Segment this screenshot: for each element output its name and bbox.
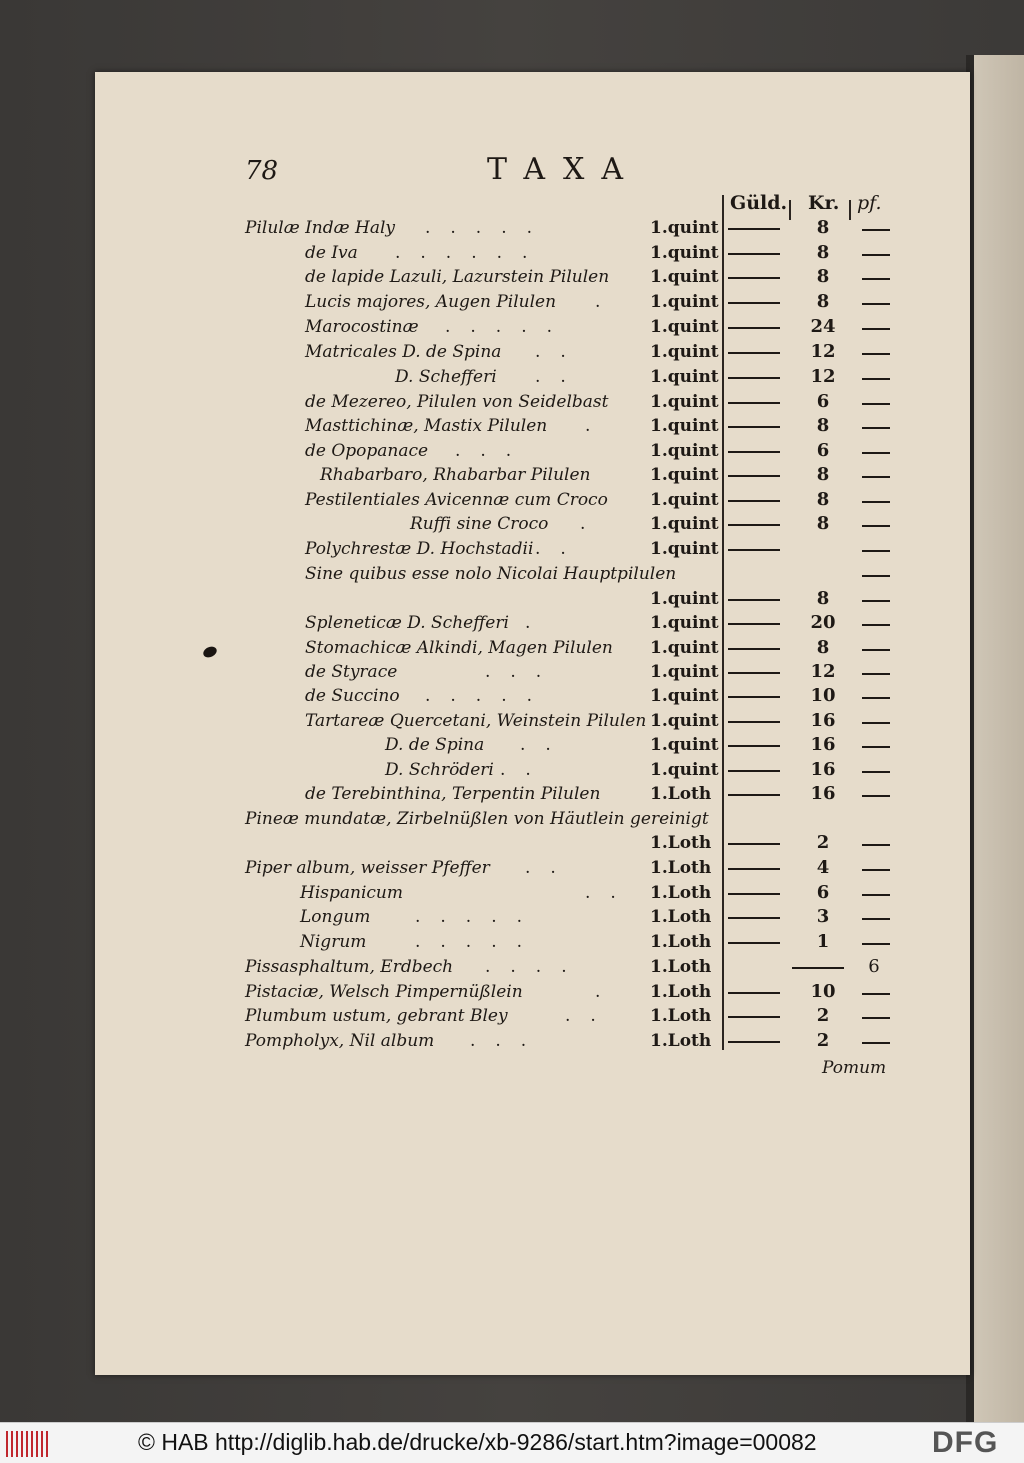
gulden-dash — [728, 451, 780, 453]
kreuzer-value: 6 — [816, 440, 830, 461]
drug-name: de Styrace — [305, 662, 398, 682]
leader-dots: ..... — [425, 686, 553, 706]
price-row — [245, 367, 895, 391]
drug-name: Pilulæ Indæ Haly — [245, 218, 396, 238]
leader-dots: ..... — [425, 218, 553, 238]
quantity-unit: 1.quint — [650, 465, 719, 485]
drug-name: Plumbum ustum, gebrant Bley — [245, 1006, 508, 1026]
pfennig-dash — [862, 894, 890, 896]
price-row — [245, 539, 895, 563]
drug-name: D. Schefferi — [395, 367, 497, 387]
gulden-dash — [728, 623, 780, 625]
hab-logo-icon — [6, 1431, 48, 1457]
price-row — [245, 858, 895, 882]
gulden-dash — [728, 648, 780, 650]
gulden-dash — [728, 696, 780, 698]
kreuzer-value: 8 — [816, 489, 830, 510]
page-number: 78 — [245, 156, 279, 186]
kreuzer-value: 3 — [816, 906, 830, 927]
gulden-dash — [728, 770, 780, 772]
gulden-dash — [728, 672, 780, 674]
leader-dots: ... — [470, 1031, 547, 1051]
price-row — [245, 317, 895, 341]
leader-dots: .. — [525, 858, 576, 878]
kreuzer-value: 8 — [816, 242, 830, 263]
gulden-dash — [728, 992, 780, 994]
quantity-unit: 1.quint — [650, 613, 719, 633]
column-divider — [849, 200, 851, 220]
gulden-dash — [728, 599, 780, 601]
quantity-unit: 1.Loth — [650, 883, 712, 903]
price-row — [245, 441, 895, 465]
pfennig-dash — [862, 550, 890, 552]
pfennig-dash — [862, 476, 890, 478]
pfennig-dash — [862, 771, 890, 773]
drug-name: Pestilentiales Avicennæ cum Croco — [305, 490, 608, 510]
price-row — [245, 342, 895, 366]
quantity-unit: 1.quint — [650, 735, 719, 755]
dfg-logo: DFG — [932, 1426, 999, 1459]
gulden-dash — [728, 549, 780, 551]
gulden-dash — [728, 253, 780, 255]
gulden-dash — [728, 942, 780, 944]
price-row — [245, 218, 895, 242]
drug-name: Marocostinæ — [305, 317, 419, 337]
price-row — [245, 809, 895, 833]
gulden-dash — [728, 277, 780, 279]
leader-dots: ..... — [415, 907, 543, 927]
pfennig-dash — [862, 697, 890, 699]
pfennig-dash — [862, 624, 890, 626]
quantity-unit: 1.quint — [650, 317, 719, 337]
price-row — [245, 514, 895, 538]
kreuzer-value: 8 — [816, 588, 830, 609]
copyright-link[interactable]: © HAB http://diglib.hab.de/drucke/xb-9286/start.htm?image=00082 — [138, 1429, 817, 1455]
quantity-unit: 1.quint — [650, 367, 719, 387]
pfennig-dash — [862, 378, 890, 380]
price-row — [245, 957, 895, 981]
drug-name: Matricales D. de Spina — [305, 342, 502, 362]
price-row — [245, 833, 895, 857]
pfennig-dash — [862, 229, 890, 231]
pfennig-dash — [862, 328, 890, 330]
price-row — [245, 686, 895, 710]
drug-name: Pissasphaltum, Erdbech — [245, 957, 454, 977]
leader-dots: ... — [485, 662, 562, 682]
pfennig-dash — [862, 993, 890, 995]
pfennig-dash — [862, 649, 890, 651]
leader-dots: .. — [520, 735, 571, 755]
quantity-unit: 1.Loth — [650, 932, 712, 952]
gulden-dash — [728, 377, 780, 379]
price-row — [245, 490, 895, 514]
drug-name: Sine quibus esse nolo Nicolai Hauptpilulen — [305, 564, 677, 584]
gulden-dash — [728, 843, 780, 845]
price-row — [245, 292, 895, 316]
kreuzer-value: 12 — [810, 341, 836, 362]
pfennig-dash — [862, 1042, 890, 1044]
pfennig-dash — [862, 844, 890, 846]
leader-dots: .. — [535, 342, 586, 362]
drug-name: de Succino — [305, 686, 400, 706]
leader-dots: ..... — [415, 932, 543, 952]
facing-page-edge — [974, 55, 1024, 1422]
quantity-unit: 1.quint — [650, 392, 719, 412]
kreuzer-value: 12 — [810, 661, 836, 682]
pfennig-dash — [862, 722, 890, 724]
quantity-unit: 1.quint — [650, 441, 719, 461]
pfennig-dash — [862, 501, 890, 503]
quantity-unit: 1.quint — [650, 662, 719, 682]
quantity-unit: 1.quint — [650, 416, 719, 436]
drug-name: Stomachicæ Alkindi, Magen Pilulen — [305, 638, 613, 658]
leader-dots: ... — [455, 441, 532, 461]
leader-dots: . — [585, 416, 611, 436]
quantity-unit: 1.Loth — [650, 858, 712, 878]
kreuzer-value: 8 — [816, 637, 830, 658]
kreuzer-value: 8 — [816, 464, 830, 485]
drug-name: Pompholyx, Nil album — [245, 1031, 435, 1051]
gulden-dash — [728, 426, 780, 428]
column-header-guld: Güld. — [730, 192, 788, 214]
drug-name: Pineæ mundatæ, Zirbelnüßlen von Häutlein gereinigt — [245, 809, 709, 829]
quantity-unit: 1.Loth — [650, 833, 712, 853]
price-row — [245, 784, 895, 808]
quantity-unit: 1.quint — [650, 342, 719, 362]
quantity-unit: 1.quint — [650, 243, 719, 263]
pfennig-dash — [862, 303, 890, 305]
pfennig-dash — [862, 869, 890, 871]
drug-name: Longum — [300, 907, 371, 927]
gulden-dash — [728, 893, 780, 895]
price-row — [245, 883, 895, 907]
pfennig-dash — [862, 278, 890, 280]
drug-name: Piper album, weisser Pfeffer — [245, 858, 490, 878]
kreuzer-value: 6 — [816, 882, 830, 903]
quantity-unit: 1.quint — [650, 514, 719, 534]
drug-name: Rhabarbaro, Rhabarbar Pilulen — [320, 465, 591, 485]
pfennig-value: 6 — [868, 956, 880, 977]
leader-dots: ..... — [445, 317, 573, 337]
leader-dots: .... — [485, 957, 587, 977]
kreuzer-value: 2 — [816, 1005, 830, 1026]
gulden-dash — [728, 794, 780, 796]
drug-name: Spleneticæ D. Schefferi — [305, 613, 509, 633]
price-row — [245, 638, 895, 662]
pfennig-dash — [862, 353, 890, 355]
price-row — [245, 662, 895, 686]
quantity-unit: 1.quint — [650, 686, 719, 706]
quantity-unit: 1.quint — [650, 711, 719, 731]
price-row — [245, 392, 895, 416]
quantity-unit: 1.quint — [650, 490, 719, 510]
kreuzer-value: 8 — [816, 266, 830, 287]
drug-name: de Iva — [305, 243, 358, 263]
page-title: TAXA — [487, 152, 641, 187]
kreuzer-value: 12 — [810, 366, 836, 387]
gulden-dash — [728, 352, 780, 354]
gulden-dash — [728, 327, 780, 329]
gulden-dash — [728, 302, 780, 304]
price-row — [245, 932, 895, 956]
quantity-unit: 1.quint — [650, 589, 719, 609]
drug-name: Masttichinæ, Mastix Pilulen — [305, 416, 548, 436]
drug-name: Tartareæ Quercetani, Weinstein Pilulen — [305, 711, 647, 731]
gulden-dash — [728, 228, 780, 230]
kreuzer-value: 8 — [816, 217, 830, 238]
kreuzer-value: 2 — [816, 832, 830, 853]
drug-name: Hispanicum — [300, 883, 403, 903]
pfennig-dash — [862, 918, 890, 920]
price-row — [245, 465, 895, 489]
column-header-pf: pf. — [857, 192, 882, 214]
gulden-dash — [728, 917, 780, 919]
price-row — [245, 1006, 895, 1030]
quantity-unit: 1.quint — [650, 218, 719, 238]
drug-name: Ruffi sine Croco — [410, 514, 549, 534]
gulden-dash — [728, 1016, 780, 1018]
price-row — [245, 760, 895, 784]
kreuzer-value: 4 — [816, 857, 830, 878]
quantity-unit: 1.Loth — [650, 1006, 712, 1026]
gulden-dash — [728, 1041, 780, 1043]
gulden-dash — [728, 868, 780, 870]
price-row — [245, 564, 895, 588]
price-row — [245, 1031, 895, 1055]
drug-name: Pistaciæ, Welsch Pimpernüßlein — [245, 982, 523, 1002]
price-row — [245, 243, 895, 267]
kreuzer-value: 8 — [816, 291, 830, 312]
pfennig-dash — [862, 452, 890, 454]
kreuzer-value: 16 — [810, 734, 836, 755]
pfennig-dash — [862, 525, 890, 527]
pfennig-dash — [862, 1017, 890, 1019]
pfennig-dash — [862, 673, 890, 675]
leader-dots: . — [525, 613, 551, 633]
kreuzer-value: 8 — [816, 513, 830, 534]
column-header-kr: Kr. — [808, 192, 840, 214]
leader-dots: .. — [500, 760, 551, 780]
kreuzer-value: 8 — [816, 415, 830, 436]
quantity-unit: 1.quint — [650, 760, 719, 780]
pfennig-dash — [862, 943, 890, 945]
gulden-dash — [728, 721, 780, 723]
price-row — [245, 735, 895, 759]
pfennig-dash — [862, 575, 890, 577]
price-row — [245, 613, 895, 637]
price-row — [245, 711, 895, 735]
quantity-unit: 1.Loth — [650, 907, 712, 927]
kreuzer-value: 1 — [816, 931, 830, 952]
kreuzer-value: 10 — [810, 685, 836, 706]
pfennig-dash — [862, 427, 890, 429]
pfennig-dash — [862, 403, 890, 405]
price-row — [245, 267, 895, 291]
gulden-dash — [728, 402, 780, 404]
pfennig-dash — [862, 746, 890, 748]
price-row — [245, 589, 895, 613]
leader-dots: . — [595, 982, 621, 1002]
price-row — [245, 416, 895, 440]
leader-dots: .. — [565, 1006, 616, 1026]
pfennig-dash — [862, 254, 890, 256]
kreuzer-dash — [792, 967, 844, 969]
column-divider — [789, 200, 791, 220]
gulden-dash — [728, 524, 780, 526]
drug-name: Lucis majores, Augen Pilulen — [305, 292, 557, 312]
kreuzer-value: 24 — [810, 316, 836, 337]
kreuzer-value: 16 — [810, 710, 836, 731]
drug-name: de Mezereo, Pilulen von Seidelbast — [305, 392, 609, 412]
leader-dots: ...... — [395, 243, 548, 263]
quantity-unit: 1.quint — [650, 267, 719, 287]
kreuzer-value: 2 — [816, 1030, 830, 1051]
footer-bar — [0, 1422, 1024, 1463]
drug-name: de Opopanace — [305, 441, 429, 461]
drug-name: Polychrestæ D. Hochstadii — [305, 539, 534, 559]
gulden-dash — [728, 475, 780, 477]
quantity-unit: 1.Loth — [650, 982, 712, 1002]
kreuzer-value: 16 — [810, 759, 836, 780]
quantity-unit: 1.Loth — [650, 957, 712, 977]
drug-name: D. Schröderi — [385, 760, 494, 780]
kreuzer-value: 10 — [810, 981, 836, 1002]
gulden-dash — [728, 745, 780, 747]
kreuzer-value: 20 — [810, 612, 836, 633]
price-row — [245, 907, 895, 931]
kreuzer-value: 16 — [810, 783, 836, 804]
quantity-unit: 1.quint — [650, 292, 719, 312]
kreuzer-value: 6 — [816, 391, 830, 412]
gulden-dash — [728, 500, 780, 502]
drug-name: Nigrum — [300, 932, 367, 952]
pfennig-dash — [862, 600, 890, 602]
drug-name: D. de Spina — [385, 735, 485, 755]
drug-name: de Terebinthina, Terpentin Pilulen — [305, 784, 601, 804]
leader-dots: . — [595, 292, 621, 312]
pfennig-dash — [862, 795, 890, 797]
leader-dots: .. — [535, 367, 586, 387]
quantity-unit: 1.Loth — [650, 784, 712, 804]
drug-name: de lapide Lazuli, Lazurstein Pilulen — [305, 267, 610, 287]
quantity-unit: 1.quint — [650, 638, 719, 658]
quantity-unit: 1.quint — [650, 539, 719, 559]
catchword: Pomum — [822, 1058, 887, 1078]
leader-dots: . — [580, 514, 606, 534]
quantity-unit: 1.Loth — [650, 1031, 712, 1051]
leader-dots: .. — [535, 539, 586, 559]
price-row — [245, 982, 895, 1006]
leader-dots: .. — [585, 883, 636, 903]
